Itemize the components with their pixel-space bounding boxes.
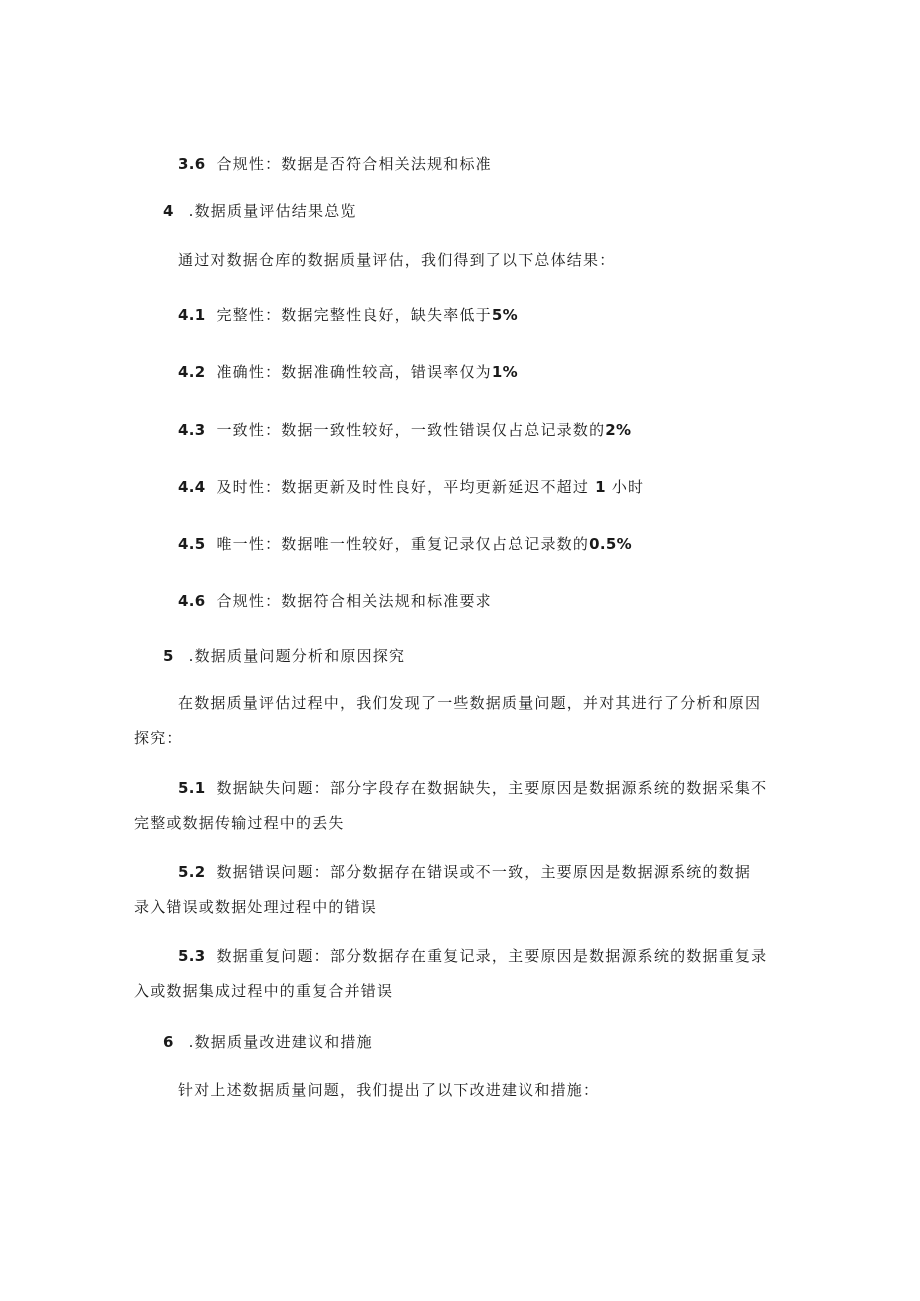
section-text: 合规性：数据是否符合相关法规和标准 bbox=[216, 155, 492, 173]
section-5-1-line-2: 完整或数据传输过程中的丢失 bbox=[134, 814, 345, 832]
section-text: 及时性：数据更新及时性良好，平均更新延迟不超过 bbox=[216, 478, 590, 496]
section-number: 4.5 bbox=[178, 535, 206, 553]
section-text: 准确性：数据准确性较高，错误率仅为 bbox=[216, 363, 492, 381]
paragraph-6: 针对上述数据质量问题，我们提出了以下改进建议和措施： bbox=[178, 1081, 600, 1099]
section-4-5 bbox=[178, 534, 632, 554]
paragraph-5-line-1: 在数据质量评估过程中，我们发现了一些数据质量问题，并对其进行了分析和原因 bbox=[178, 694, 762, 712]
heading-number: 6 bbox=[163, 1033, 175, 1051]
heading-number: 4 bbox=[163, 202, 175, 220]
section-number: 4.2 bbox=[178, 363, 206, 381]
section-text: 一致性：数据一致性较好，一致性错误仅占总记录数的 bbox=[216, 421, 606, 439]
section-3-6 bbox=[178, 154, 492, 174]
heading-number: 5 bbox=[163, 647, 175, 665]
section-text: 唯一性：数据唯一性较好，重复记录仅占总记录数的 bbox=[216, 535, 590, 553]
section-value: 0.5% bbox=[589, 535, 632, 553]
section-number: 4.6 bbox=[178, 592, 206, 610]
section-4-6 bbox=[178, 591, 492, 611]
section-text: 数据错误问题：部分数据存在错误或不一致，主要原因是数据源系统的数据 bbox=[216, 863, 752, 881]
section-text: 数据重复问题：部分数据存在重复记录，主要原因是数据源系统的数据重复录 bbox=[216, 947, 768, 965]
heading-5 bbox=[163, 646, 405, 666]
section-number: 3.6 bbox=[178, 155, 206, 173]
section-value: 1 bbox=[595, 478, 606, 496]
section-number: 5.3 bbox=[178, 947, 206, 965]
section-5-2-line-2: 录入错误或数据处理过程中的错误 bbox=[134, 898, 378, 916]
section-4-4 bbox=[178, 477, 644, 497]
section-4-1 bbox=[178, 305, 518, 325]
section-number: 4.3 bbox=[178, 421, 206, 439]
heading-text: .数据质量评估结果总览 bbox=[188, 202, 357, 220]
section-number: 4.1 bbox=[178, 306, 206, 324]
section-value: 5% bbox=[491, 306, 518, 324]
paragraph-4: 通过对数据仓库的数据质量评估，我们得到了以下总体结果： bbox=[178, 251, 616, 269]
section-value: 2% bbox=[605, 421, 632, 439]
section-5-3-line-2: 入或数据集成过程中的重复合并错误 bbox=[134, 982, 394, 1000]
section-number: 5.1 bbox=[178, 779, 206, 797]
section-value: 1% bbox=[491, 363, 518, 381]
section-5-3-line-1 bbox=[178, 946, 767, 966]
section-4-2 bbox=[178, 362, 518, 382]
heading-text: .数据质量问题分析和原因探究 bbox=[188, 647, 406, 665]
heading-text: .数据质量改进建议和措施 bbox=[188, 1033, 373, 1051]
section-number: 4.4 bbox=[178, 478, 206, 496]
paragraph-5-line-2: 探究： bbox=[134, 729, 183, 747]
section-text-suffix: 小时 bbox=[611, 478, 645, 496]
section-5-1-line-1 bbox=[178, 778, 767, 798]
section-text: 合规性：数据符合相关法规和标准要求 bbox=[216, 592, 492, 610]
heading-6 bbox=[163, 1032, 373, 1052]
section-text: 数据缺失问题：部分字段存在数据缺失，主要原因是数据源系统的数据采集不 bbox=[216, 779, 768, 797]
section-text: 完整性：数据完整性良好，缺失率低于 bbox=[216, 306, 492, 324]
heading-4 bbox=[163, 201, 357, 221]
section-5-2-line-1 bbox=[178, 862, 751, 882]
section-4-3 bbox=[178, 420, 631, 440]
section-number: 5.2 bbox=[178, 863, 206, 881]
